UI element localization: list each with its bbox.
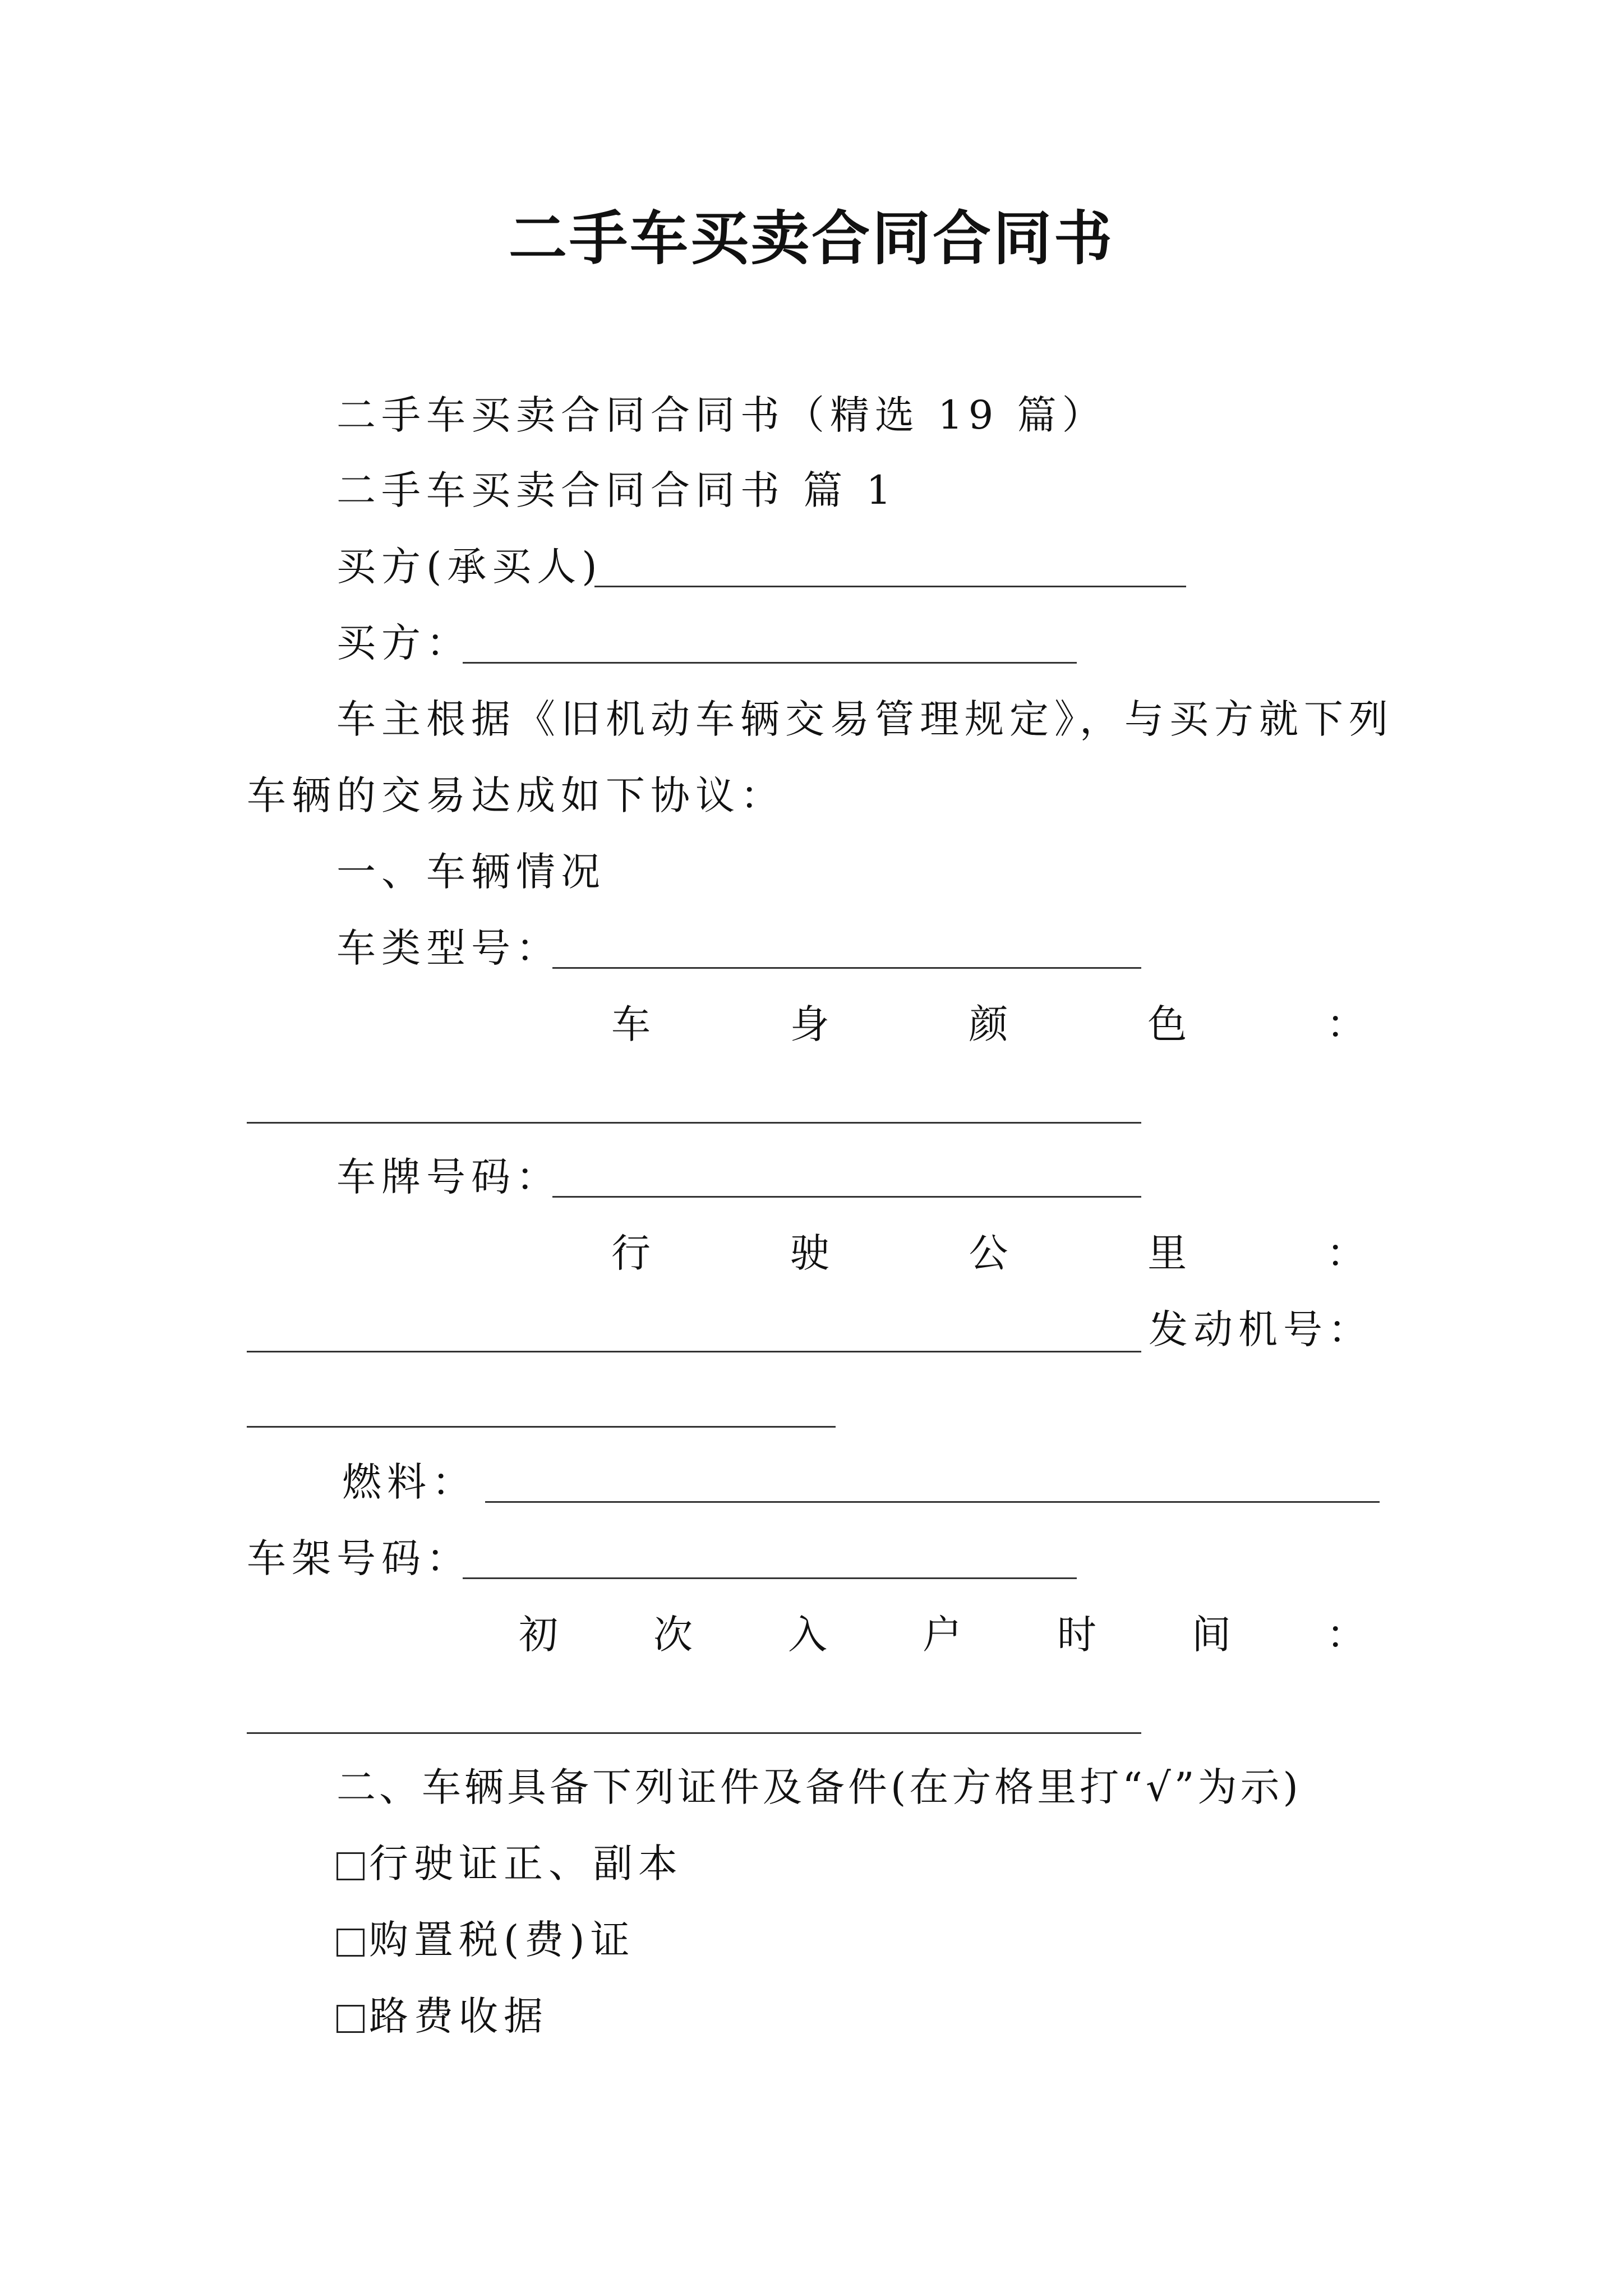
register-char: ： (1326, 1612, 1366, 1658)
section-1-heading: 一、车辆情况 (336, 849, 606, 895)
plate-blank (552, 1196, 1141, 1198)
register-blank (247, 1732, 1141, 1734)
register-char: 次 (653, 1612, 693, 1658)
checklist-item-label: 路费收据 (369, 1993, 548, 2039)
register-char: 初 (519, 1612, 558, 1658)
subtitle: 二手车买卖合同合同书（精选 19 篇） (336, 392, 1107, 438)
color-char: 色 (1147, 1001, 1187, 1047)
buyer-label: 买方： (336, 620, 471, 666)
checkbox-icon[interactable] (336, 1852, 365, 1880)
frame-label: 车架号码： (247, 1535, 471, 1581)
buyer-bearer-blank (594, 586, 1186, 587)
engine-label: 发动机号： (1149, 1306, 1373, 1352)
color-char: 颜 (969, 1001, 1008, 1047)
color-char: 车 (611, 1001, 651, 1047)
color-label (611, 996, 1366, 1052)
checklist-item (336, 1912, 635, 1968)
color-char: 身 (790, 1001, 829, 1047)
mileage-label (611, 1225, 1366, 1281)
fuel-label: 燃料： (342, 1459, 477, 1505)
engine-blank (247, 1426, 836, 1428)
mileage-blank (247, 1351, 1141, 1352)
checklist-item-label: 购置税(费)证 (369, 1917, 635, 1963)
intro-line-1: 车主根据《旧机动车辆交易管理规定》，与买方就下列 (336, 696, 1394, 742)
mileage-char: ： (1326, 1230, 1366, 1276)
checklist-item-label: 行驶证正、副本 (369, 1841, 683, 1887)
model-blank (552, 967, 1141, 969)
checkbox-icon[interactable] (336, 2005, 365, 2033)
section-2-heading: 二、车辆具备下列证件及备件(在方格里打“√”为示) (336, 1764, 1302, 1810)
checkbox-icon[interactable] (336, 1929, 365, 1957)
document-title: 二手车买卖合同合同书 (508, 204, 1114, 273)
buyer-bearer-label: 买方(承买人) (336, 544, 603, 590)
mileage-char: 行 (611, 1230, 651, 1276)
intro-line-2: 车辆的交易达成如下协议： (247, 772, 785, 818)
register-char: 户 (923, 1612, 962, 1658)
register-label (519, 1607, 1366, 1663)
checklist-item (336, 1988, 548, 2044)
color-blank (247, 1122, 1141, 1124)
register-char: 时 (1057, 1612, 1096, 1658)
register-char: 入 (788, 1612, 827, 1658)
part-heading: 二手车买卖合同合同书 篇 1 (336, 467, 897, 513)
plate-label: 车牌号码： (336, 1154, 561, 1200)
frame-blank (463, 1577, 1077, 1579)
mileage-char: 里 (1147, 1230, 1187, 1276)
model-label: 车类型号： (336, 925, 561, 971)
mileage-char: 驶 (790, 1230, 829, 1276)
fuel-blank (485, 1501, 1380, 1503)
color-char: ： (1326, 1001, 1366, 1047)
mileage-char: 公 (969, 1230, 1008, 1276)
buyer-blank (463, 662, 1077, 664)
checklist-item (336, 1835, 683, 1892)
register-char: 间 (1192, 1612, 1231, 1658)
